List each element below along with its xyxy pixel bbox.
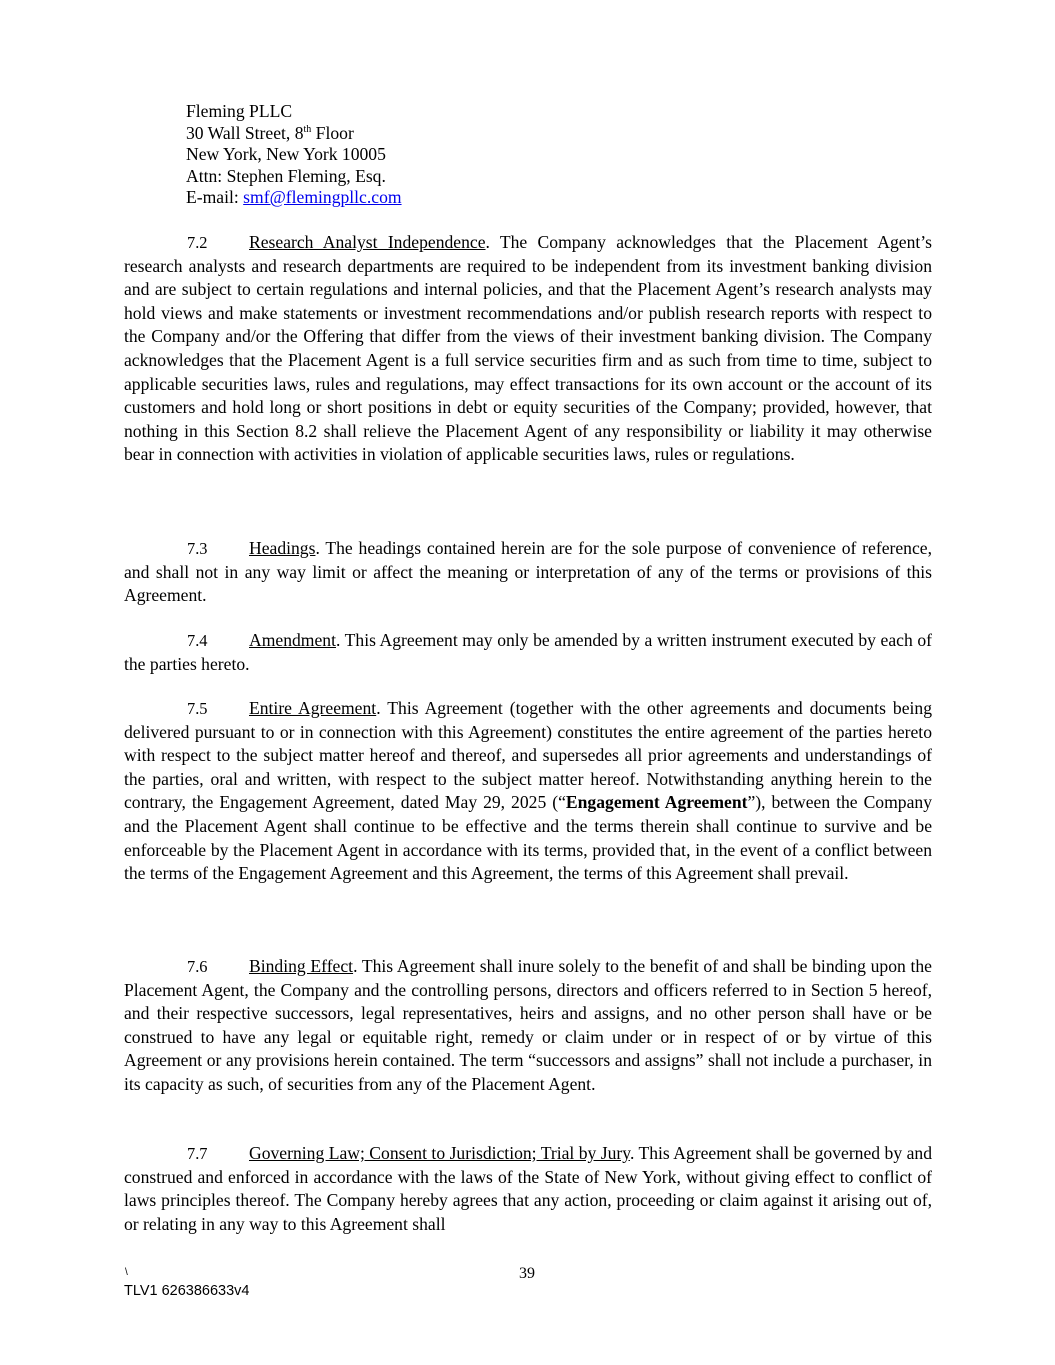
section-heading: Binding Effect <box>249 956 354 976</box>
section-heading: Governing Law; Consent to Jurisdiction; Trial by Jury <box>249 1143 630 1163</box>
section-7-7 <box>124 1142 932 1236</box>
section-7-3 <box>124 537 932 608</box>
section-heading: Entire Agreement <box>249 698 377 718</box>
section-text: . This Agreement may only be amended by a written instrument executed by each of the parties hereto. <box>124 630 932 674</box>
section-7-6 <box>124 955 932 1097</box>
section-text-continued: ”), between the Company and the Placement Agent shall continue to be effective and the terms therein shall continue to survive and be enforceable by the Placement Agent in accordance with its terms, provided that, in the event of a conflict between the terms of the Engagement Agreement and this Agreement, the terms of this Agreement shall prevail. <box>124 792 932 884</box>
section-number: 7.5 <box>187 699 208 718</box>
section-number: 7.3 <box>187 539 208 558</box>
firm-name: Fleming PLLC <box>186 101 293 121</box>
page-number: 39 <box>519 1265 535 1282</box>
street-address: 30 Wall Street, 8th Floor <box>186 122 354 143</box>
section-number: 7.7 <box>187 1144 208 1163</box>
section-heading: Amendment <box>249 630 336 650</box>
section-number: 7.6 <box>187 957 208 976</box>
section-number: 7.2 <box>187 233 208 252</box>
section-7-2 <box>124 231 932 467</box>
email-link[interactable]: smf@flemingpllc.com <box>243 187 402 207</box>
attention-line: Attn: Stephen Fleming, Esq. <box>186 165 386 186</box>
section-text: . This Agreement shall inure solely to the benefit of and shall be binding upon the Placement Agent, the Company and the controlling persons, directors and officers referred to in Section 5 hereof, and their respective successors, legal representatives, heirs and assigns, and no other person shall have or be construed to have any legal or equitable right, remedy or claim under or in respect of or by virtue of this Agreement or any provisions herein contained. The term “successors and assigns” shall not include a purchaser, in its capacity as such, of securities from any of the Placement Agent. <box>124 956 932 1094</box>
section-text: . The Company acknowledges that the Placement Agent’s research analysts and research departments are required to be independent from its investment banking division and are subject to certain regulations and internal policies, and that the Placement Agent’s research analysts may hold views and make statements or investment recommendations and/or publish research reports with respect to the Company and/or the Offering that differ from the views of their investment banking division. The Company acknowledges that the Placement Agent is a full service securities firm and as such from time to time, subject to applicable securities laws, rules and regulations, may effect transactions for its own account or the account of its customers and hold long or short positions in debt or equity securities of the Company; provided, however, that nothing in this Section 8.2 shall relieve the Placement Agent of any responsibility or liability it may otherwise bear in connection with activities in violation of applicable securities laws, rules or regulations. <box>124 232 933 465</box>
section-7-5 <box>124 697 932 886</box>
document-id: TLV1 626386633v4 <box>124 1283 250 1299</box>
section-7-4 <box>124 629 932 676</box>
section-heading: Headings <box>249 538 316 558</box>
section-text: . This Agreement (together with the other agreements and documents being delivered pursuant to or in connection with this Agreement) constitutes the entire agreement of the parties hereto with respect to the subject matter hereof and thereof, and supersedes all prior agreements and understandings of the parties, oral and written, with respect to the subject matter hereof. Notwithstanding anything herein to the contrary, the Engagement Agreement, dated May 29, 2025 (“ <box>124 698 933 813</box>
section-heading: Research Analyst Independence <box>249 232 486 252</box>
email-line <box>186 187 402 209</box>
section-text: . The headings contained herein are for the sole purpose of convenience of reference, and shall not in any way limit or affect the meaning or interpretation of any of the terms or provisions of this Agreement. <box>124 538 932 606</box>
section-number: 7.4 <box>187 631 208 650</box>
footer-marker: \ <box>125 1267 128 1278</box>
defined-term: Engagement Agreement <box>565 792 748 813</box>
section-text: . This Agreement shall be governed by and construed and enforced in accordance with the laws of the State of New York, without giving effect to conflict of laws principles thereof. The Company hereby agrees that any action, proceeding or claim against it arising out of, or relating in any way to this Agreement shall <box>124 1143 932 1234</box>
notice-address-block <box>186 101 402 209</box>
email-label: E-mail: <box>186 187 244 207</box>
city-state-zip: New York, New York 10005 <box>186 144 386 164</box>
